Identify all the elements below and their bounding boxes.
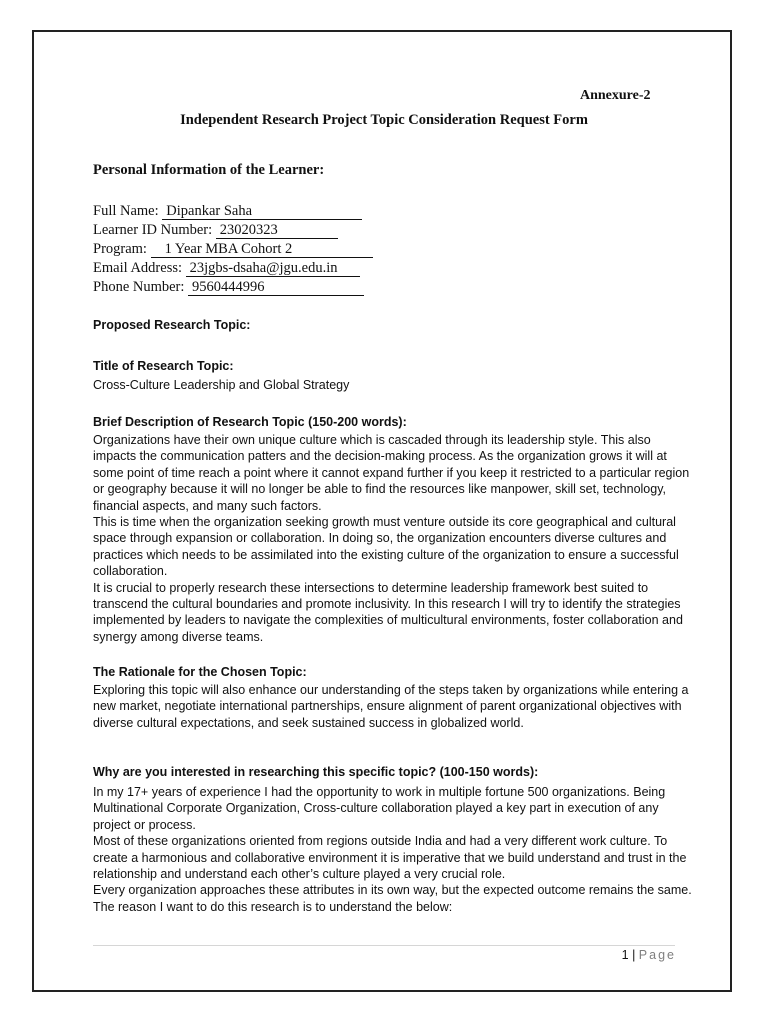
program-label: Program: — [93, 241, 147, 257]
footer-divider — [93, 945, 675, 946]
description-paragraph: Organizations have their own unique culture which is cascaded through its leadership style. This also impacts the communication patters and the decision-making process. As the organization grows it will at some point of time reach a point where it cannot expand further if you keep it restricted to a particular region or geography because it will no longer be able to find the resources like manpower, skill set, technology, financial aspects, and many such factors. — [93, 433, 690, 513]
program-row — [93, 240, 373, 259]
full-name-value: Dipankar Saha — [162, 204, 362, 220]
rationale-body — [93, 682, 693, 731]
learner-id-row — [93, 221, 338, 240]
form-title: Independent Research Project Topic Consideration Request Form — [180, 112, 588, 128]
page-footer — [622, 948, 676, 962]
proposed-topic-heading: Proposed Research Topic: — [93, 318, 251, 332]
full-name-row — [93, 202, 362, 221]
page-word: Page — [638, 948, 676, 962]
research-title-value: Cross-Culture Leadership and Global Strategy — [93, 378, 350, 392]
interest-paragraph: Most of these organizations oriented from regions outside India and had a very different work culture. To create a harmonious and collaborative environment it is imperative that we build understand and trust in the relationship and understand each other’s culture played a very crucial role. — [93, 834, 687, 882]
email-label: Email Address: — [93, 260, 183, 276]
learner-id-value: 23020323 — [216, 223, 338, 239]
program-value: 1 Year MBA Cohort 2 — [151, 242, 373, 258]
description-heading: Brief Description of Research Topic (150-200 words): — [93, 415, 407, 429]
phone-row — [93, 278, 364, 297]
rationale-paragraph: Exploring this topic will also enhance our understanding of the steps taken by organizations while entering a new market, negotiate international partnerships, ensure alignment of parent organizational objectives with diverse cultural expectations, and seek sustained success in globalized world. — [93, 683, 689, 730]
interest-paragraph: In my 17+ years of experience I had the opportunity to work in multiple fortune 500 organizations. Being Multinational Corporate Organization, Cross-culture collaboration played a key part in execution of any project or process. — [93, 785, 666, 832]
learner-id-label: Learner ID Number: — [93, 222, 213, 238]
page-number: 1 — [621, 948, 629, 962]
description-paragraph: It is crucial to properly research these intersections to determine leadership framework best suited to transcend the cultural boundaries and promote inclusivity. In this research I will try to identify the strategies implemented by leaders to navigate the complexities of multicultural environments, foster collaboration and synergy among diverse teams. — [93, 580, 683, 644]
rationale-heading: The Rationale for the Chosen Topic: — [93, 665, 307, 679]
description-paragraph: This is time when the organization seeking growth must venture outside its core geographical and cultural space through expansion or collaboration. In doing so, the organization encounters diverse cultures and practices which needs to be assimilated into the existing culture of the organization to ensure a successful collaboration. — [93, 515, 679, 579]
interest-heading: Why are you interested in researching this specific topic? (100-150 words): — [93, 765, 539, 779]
research-title-heading: Title of Research Topic: — [93, 359, 234, 373]
phone-label: Phone Number: — [93, 279, 185, 295]
phone-value: 9560444996 — [188, 280, 364, 296]
annexure-label: Annexure-2 — [580, 88, 651, 103]
interest-paragraph: Every organization approaches these attributes in its own way, but the expected outcome remains the same. The reason I want to do this research is to understand the below: — [93, 883, 692, 914]
interest-body — [93, 784, 693, 915]
email-row — [93, 259, 360, 278]
full-name-label: Full Name: — [93, 203, 159, 219]
description-body — [93, 432, 693, 645]
personal-info-heading: Personal Information of the Learner: — [93, 162, 325, 178]
email-value: 23jgbs-dsaha@jgu.edu.in — [186, 261, 360, 277]
page-separator: | — [632, 948, 636, 962]
